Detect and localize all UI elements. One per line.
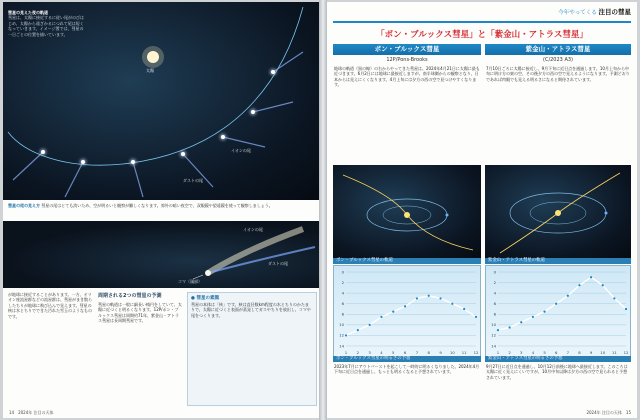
col2-chart-svg bbox=[486, 266, 630, 356]
sun-label: 太陽 bbox=[146, 68, 154, 73]
brightness-point bbox=[451, 303, 453, 305]
comet-orbit-photo bbox=[3, 2, 319, 200]
col2-brightness-chart bbox=[485, 265, 631, 357]
x-tick-label: 7 bbox=[566, 350, 570, 355]
brightness-point bbox=[567, 295, 569, 297]
y-tick-label: 8 bbox=[341, 311, 344, 317]
brightness-point bbox=[578, 284, 580, 286]
x-tick-label: 11 bbox=[611, 350, 617, 355]
brightness-point bbox=[602, 284, 604, 286]
y-tick-label: 12 bbox=[491, 332, 496, 338]
col1-diagram-caption: ポン・ブルックス彗星の軌道 bbox=[333, 258, 481, 264]
gutter bbox=[319, 0, 327, 420]
x-tick-label: 12 bbox=[623, 350, 629, 355]
brightness-point bbox=[497, 329, 499, 331]
col1-subtitle: 12P/Pons-Brooks bbox=[386, 57, 428, 63]
x-tick-label: 8 bbox=[578, 350, 581, 355]
brightness-point bbox=[613, 297, 615, 299]
x-tick-label: 4 bbox=[531, 350, 535, 355]
y-tick-label: 2 bbox=[341, 279, 344, 285]
photo2-caption: 彗星の尾の見え方 彗星の尾はとても淡いため、空が明るいと観察が難しくなります。郊外の暗い夜空で、双眼鏡や望遠鏡を使って観察しましょう。 bbox=[8, 203, 273, 208]
brightness-point bbox=[520, 321, 522, 323]
col2-orbit-diagram bbox=[485, 165, 631, 258]
brightness-point bbox=[428, 295, 430, 297]
x-tick-label: 2 bbox=[356, 350, 360, 355]
x-tick-label: 9 bbox=[439, 350, 442, 355]
sun-glow bbox=[142, 46, 164, 68]
brightness-point bbox=[439, 297, 441, 299]
brightness-point bbox=[380, 316, 382, 318]
y-tick-label: 6 bbox=[341, 301, 344, 307]
x-tick-label: 5 bbox=[392, 350, 395, 355]
col2-diagram-caption: 紫金山・アトラス彗星の軌道 bbox=[485, 258, 631, 264]
x-tick-label: 9 bbox=[589, 350, 593, 355]
y-tick-label: 6 bbox=[493, 301, 496, 307]
brightness-point bbox=[509, 326, 511, 328]
comet-coma bbox=[205, 270, 211, 276]
y-tick-label: 10 bbox=[491, 322, 496, 328]
section-text: 彗星の軌道は一般に細長い楕円をしていて、太陽に近づくと明るくなります。12P/ポン・ブルックス彗星は周期約71年、紫金山・アトラス彗星は長周期彗星です。 bbox=[98, 302, 182, 324]
y-tick-label: 10 bbox=[339, 322, 344, 328]
brightness-point bbox=[590, 276, 592, 278]
x-tick-label: 11 bbox=[461, 350, 467, 355]
brightness-point bbox=[345, 334, 347, 336]
x-tick-label: 2 bbox=[508, 350, 511, 355]
brightness-point bbox=[463, 308, 465, 310]
col2-subtitle: (C/2023 A3) bbox=[543, 57, 573, 63]
side-box bbox=[187, 292, 317, 406]
comet-position bbox=[41, 150, 45, 154]
x-tick-label: 8 bbox=[427, 350, 430, 355]
comet-position bbox=[221, 135, 225, 139]
left-body-text: が地球に接近することがあります。一方、オリオン座流星群などの流星群は、彗星がまき散らしたちりが地球に飛び込んで見えます。彗星の核は氷とちりでできた汚れた雪玉のようなものです。 bbox=[8, 292, 92, 319]
col2-bottom-text: 9月27日に近日点を通過し、10月12日前後に地球へ最接近します。このころは太陽に近く見えにくいですが、10月中旬以降は夕方の西の空で見られると予想されています。 bbox=[486, 364, 628, 380]
brightness-point bbox=[555, 303, 557, 305]
brightness-point bbox=[543, 311, 545, 313]
y-tick-label: 4 bbox=[341, 290, 344, 296]
x-tick-label: 1 bbox=[344, 350, 348, 355]
orbit-diagram bbox=[3, 2, 319, 200]
brightness-point bbox=[532, 316, 534, 318]
brightness-point bbox=[369, 324, 371, 326]
coma-label: コマ（頭部） bbox=[178, 279, 202, 284]
y-tick-label: 14 bbox=[339, 343, 344, 349]
x-tick-label: 5 bbox=[543, 350, 546, 355]
brightness-line bbox=[346, 296, 476, 336]
col1-brightness-chart bbox=[333, 265, 481, 357]
col2-text: 7月10日ごろに太陽に接近し、9月下旬に近日点を通過します。10月上旬から中旬に明け方の東の空、その後夕方の西の空で見えるようになります。予測どおりであれば肉眼でも見える明るさになると期待されています。 bbox=[486, 66, 630, 82]
page-header: 今年やってくる 注目の彗星 bbox=[558, 8, 631, 16]
x-tick-label: 12 bbox=[473, 350, 479, 355]
dust-tail-label: ダストの尾 bbox=[183, 178, 203, 183]
photo1-caption: 彗星の見えた夜の軌道 彗星は、太陽に接近するに従い尾がのびはじめ、太陽から遠ざかるにつれて尾は短くなっていきます。イメージ図では、彗星の一日ごとの位置を描いています。 bbox=[8, 10, 84, 37]
side-box-text: 彗星の本体は「核」です。核は直径数km程度の氷とちりのかたまりで、太陽に近づくと表面が蒸発してガスやちりを放出し、コマや尾をつくります。 bbox=[191, 302, 311, 318]
left-page bbox=[3, 2, 319, 418]
orbit-path bbox=[8, 7, 303, 165]
y-tick-label: 14 bbox=[491, 343, 496, 349]
side-box-title: ● 彗星の素顔 bbox=[191, 296, 219, 301]
x-tick-label: 4 bbox=[380, 350, 383, 355]
comet-position bbox=[181, 152, 185, 156]
x-tick-label: 3 bbox=[520, 350, 523, 355]
right-footer: 2024年 注目の天体 15 bbox=[586, 410, 631, 415]
x-tick-label: 7 bbox=[415, 350, 419, 355]
x-tick-label: 10 bbox=[449, 350, 455, 355]
comet-position bbox=[81, 160, 85, 164]
brightness-point bbox=[357, 329, 359, 331]
brightness-point bbox=[625, 308, 627, 310]
dust-tail bbox=[208, 229, 303, 273]
col1-title: ポン・ブルックス彗星 bbox=[333, 44, 481, 55]
col2-chart-title: 紫金山・アトラス彗星の明るさの予想 bbox=[485, 356, 631, 362]
banner-title: 「ポン・ブルックス彗星」と「紫金山・アトラス彗星」 bbox=[376, 30, 588, 40]
brightness-point bbox=[392, 311, 394, 313]
brightness-point bbox=[416, 297, 418, 299]
brightness-point bbox=[475, 316, 477, 318]
comet-tail-photo bbox=[3, 221, 319, 288]
col2-orbit-svg bbox=[485, 165, 631, 258]
y-tick-label: 8 bbox=[493, 311, 496, 317]
earth-dot bbox=[605, 212, 608, 215]
col2-title: 紫金山・アトラス彗星 bbox=[485, 44, 631, 55]
sun-dot bbox=[404, 212, 410, 218]
earth-dot bbox=[446, 214, 449, 217]
brightness-point bbox=[404, 305, 406, 307]
comet-position bbox=[131, 160, 135, 164]
col1-bottom-text: 2023年7月にアウトバーストを起こして一時的に明るくなりました。2024年4月下旬に近日点を通過し、もっとも明るくなると予想されています。 bbox=[334, 364, 480, 375]
comet-tail-image bbox=[3, 221, 319, 288]
sun-dot bbox=[555, 210, 561, 216]
comet-tails bbox=[13, 52, 303, 197]
x-tick-label: 3 bbox=[368, 350, 371, 355]
x-tick-label: 6 bbox=[554, 350, 558, 355]
col1-text: 地球の軌道（黒の線）の右からやってきた彗星は、2024年4月21日に太陽に最も近づきます。6月2日には地球に最接近しますが、南半球側からの観察となり、日本からは見えにくくなります。4月上旬には夕方の西の空で見つけやすくなります。 bbox=[334, 66, 480, 88]
right-page bbox=[327, 2, 637, 418]
section-title: 周期される2つの彗星の予測 bbox=[98, 293, 162, 299]
ion-tail-label-2: イオンの尾 bbox=[243, 227, 263, 232]
x-tick-label: 1 bbox=[496, 350, 500, 355]
comet-position bbox=[271, 70, 275, 74]
ion-tail bbox=[208, 247, 315, 273]
x-tick-label: 6 bbox=[403, 350, 407, 355]
col1-chart-title: ポン・ブルックス彗星の明るさの予想 bbox=[333, 356, 481, 362]
y-tick-label: 2 bbox=[493, 279, 496, 285]
left-footer: 14 2024年 注目の天体 bbox=[9, 410, 54, 415]
ion-tail-label: イオンの尾 bbox=[231, 148, 251, 153]
y-tick-label: 0 bbox=[493, 269, 496, 275]
col1-orbit-svg bbox=[333, 165, 481, 258]
y-tick-label: 0 bbox=[341, 269, 344, 275]
dust-tail-label-2: ダストの尾 bbox=[268, 261, 288, 266]
y-tick-label: 12 bbox=[339, 332, 344, 338]
y-tick-label: 4 bbox=[493, 290, 496, 296]
col1-orbit-diagram bbox=[333, 165, 481, 258]
comet-position bbox=[251, 110, 255, 114]
x-tick-label: 10 bbox=[600, 350, 606, 355]
col1-chart-svg bbox=[334, 266, 480, 356]
header-rule bbox=[333, 21, 631, 23]
